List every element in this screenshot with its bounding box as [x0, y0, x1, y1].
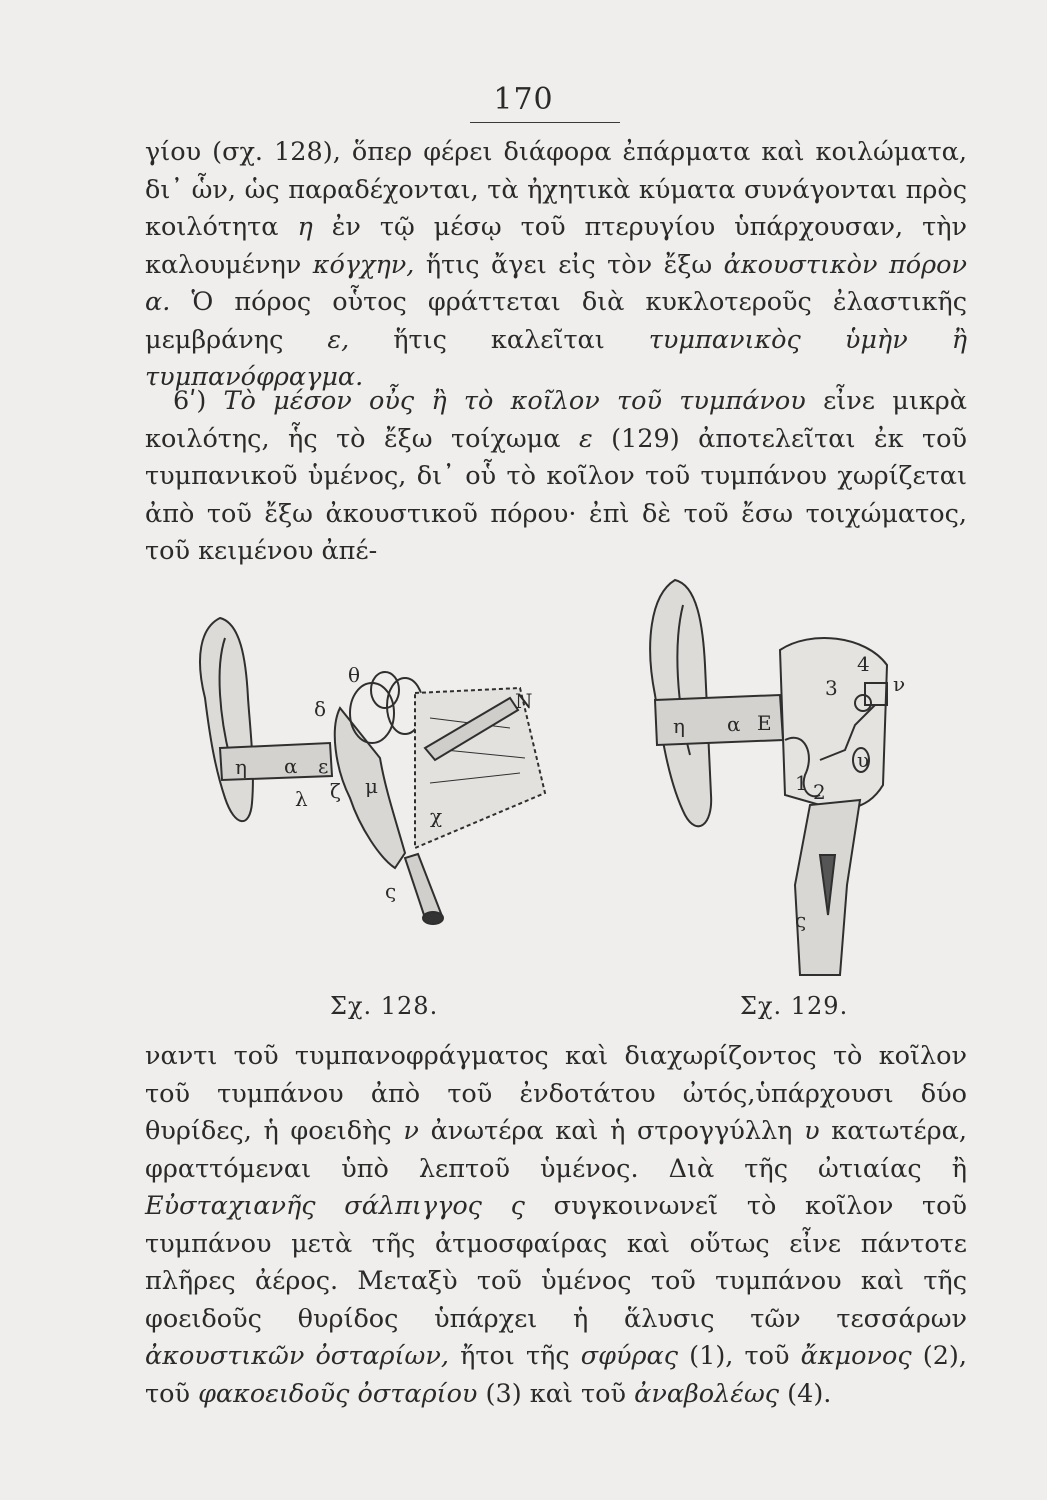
label-zeta: ζ [330, 779, 341, 803]
label-epsilon: Ε [757, 711, 772, 735]
page-number: 170 [493, 82, 554, 117]
figure-129-caption: Σχ. 129. [740, 992, 849, 1020]
italic-run: ἀκουστικῶν ὀσταρίων, [145, 1341, 449, 1371]
italic-run: ε [578, 423, 593, 454]
text-run: 6ʹ) [173, 386, 224, 416]
italic-run: κόγχην, [312, 249, 415, 280]
label-1: 1 [795, 771, 808, 795]
text-run: (129) ἀποτελεῖται ἐκ τοῦ τυμπανικοῦ ὑμένος, δι᾽ οὗ τὸ κοῖλον τοῦ τυμπάνου χωρίζεται ἀπὸ τοῦ ἔξω ἀκουστικοῦ πόρου· ἐπὶ δὲ τοῦ ἔσω τοιχώματος, τοῦ κειμένου ἀπέ- [145, 423, 968, 566]
header-rule [470, 122, 620, 123]
label-eta: η [235, 755, 247, 779]
label-stigma: ς [795, 908, 807, 932]
italic-run: η [297, 212, 313, 242]
italic-run: ἄκμονος [800, 1341, 912, 1371]
text-run: εἶνε μικρὰ κοιλότης, ἧς τὸ ἔξω τοίχωμα [145, 386, 967, 454]
text-run: κατωτέρα, φραττόμεναι ὑπὸ λεπτοῦ ὑμένος. Διὰ τῆς ὠτιαίας ἢ [145, 1116, 967, 1184]
label-delta: δ [314, 697, 327, 721]
label-upsilon: υ [857, 748, 870, 772]
italic-run: υ [804, 1116, 820, 1146]
text-run: γίου (σχ. 128), ὅπερ φέρει διάφορα ἐπάρματα καὶ κοιλώματα, δι᾽ ὧν, ὡς παραδέχονται, τὰ ἠχητικὰ κύματα συνάγονται πρὸς κοιλότητα [145, 137, 967, 242]
text-run: (1), τοῦ [678, 1341, 801, 1371]
text-run: συγκοινωνεῖ τὸ κοῖλον τοῦ τυμπάνου μετὰ τῆς ἀτμοσφαίρας καὶ οὕτως εἶνε πάντοτε πλῆρες ἀέρος. Μεταξὺ τοῦ ὑμένος τοῦ τυμπάνου καὶ τῆς φοειδοῦς θυρίδος ὑπάρχει ἡ ἅλυσις τῶν τεσσάρων [145, 1191, 968, 1334]
label-epsilon: ε [318, 754, 329, 778]
text-run: Ὁ πόρος οὗτος φράττεται διὰ κυκλοτεροῦς ἐλαστικῆς μεμβράνης [145, 287, 967, 355]
figure-128-drawing [180, 598, 560, 978]
italic-run: ἀκουστικὸν πόρον α. [145, 249, 967, 317]
text-run: ναντι τοῦ τυμπανοφράγματος καὶ διαχωρίζοντος τὸ κοῖλον τοῦ τυμπάνου ἀπὸ τοῦ ἐνδοτάτου ὠτός,ὑπάρχουσι δύο θυρίδες, ἡ φοειδὴς [145, 1041, 967, 1146]
paragraph-1 [145, 134, 967, 397]
label-alpha: α [284, 754, 298, 778]
italic-run: φακοειδοῦς ὀσταρίου [198, 1378, 478, 1409]
figure-128-ear-diagram [180, 598, 560, 978]
label-3: 3 [825, 676, 838, 700]
label-mu: μ [365, 774, 378, 798]
label-nu: ν [893, 672, 906, 696]
text-run: ἤτοι τῆς [448, 1341, 581, 1371]
text-run: (3) καὶ τοῦ [477, 1378, 635, 1409]
label-lambda: λ [295, 787, 308, 811]
text-run: (2), τοῦ [145, 1341, 967, 1409]
figure-129-drawing [635, 555, 925, 980]
figure-129-ear-diagram [635, 555, 925, 980]
text-run: (4). [779, 1378, 832, 1409]
italic-run: σφύρας [580, 1341, 679, 1371]
label-N: N [515, 689, 533, 713]
figure-128-caption: Σχ. 128. [330, 992, 439, 1020]
paragraph-2 [145, 383, 967, 571]
label-chi: χ [430, 804, 443, 828]
label-alpha: α [727, 712, 741, 736]
label-4: 4 [857, 652, 870, 676]
label-stigma: ς [385, 879, 397, 903]
paragraph-3 [145, 1038, 967, 1413]
italic-run: Τὸ μέσον οὖς ἢ τὸ κοῖλον τοῦ τυμπάνου [223, 386, 806, 416]
italic-run: ἀναβολέως [634, 1378, 780, 1409]
italic-run: ν [403, 1116, 419, 1146]
italic-run: τυμπανικὸς ὑμὴν ἢ τυμπανόφραγμα. [145, 324, 967, 392]
label-2: 2 [813, 780, 826, 804]
text-run: ἥτις καλεῖται [349, 324, 649, 355]
label-theta: θ [348, 663, 361, 687]
italic-run: Εὐσταχιανῆς σάλπιγγος ς [145, 1191, 525, 1221]
text-run: ἥτις ἄγει εἰς τὸν ἔξω [414, 249, 724, 280]
italic-run: ε, [327, 324, 350, 355]
text-run: ἀνωτέρα καὶ ἡ στρογγύλλη [418, 1116, 805, 1146]
label-eta: η [673, 714, 685, 738]
text-run: ἐν τῷ μέσῳ τοῦ πτερυγίου ὑπάρχουσαν, τὴν καλουμένην [145, 212, 967, 280]
